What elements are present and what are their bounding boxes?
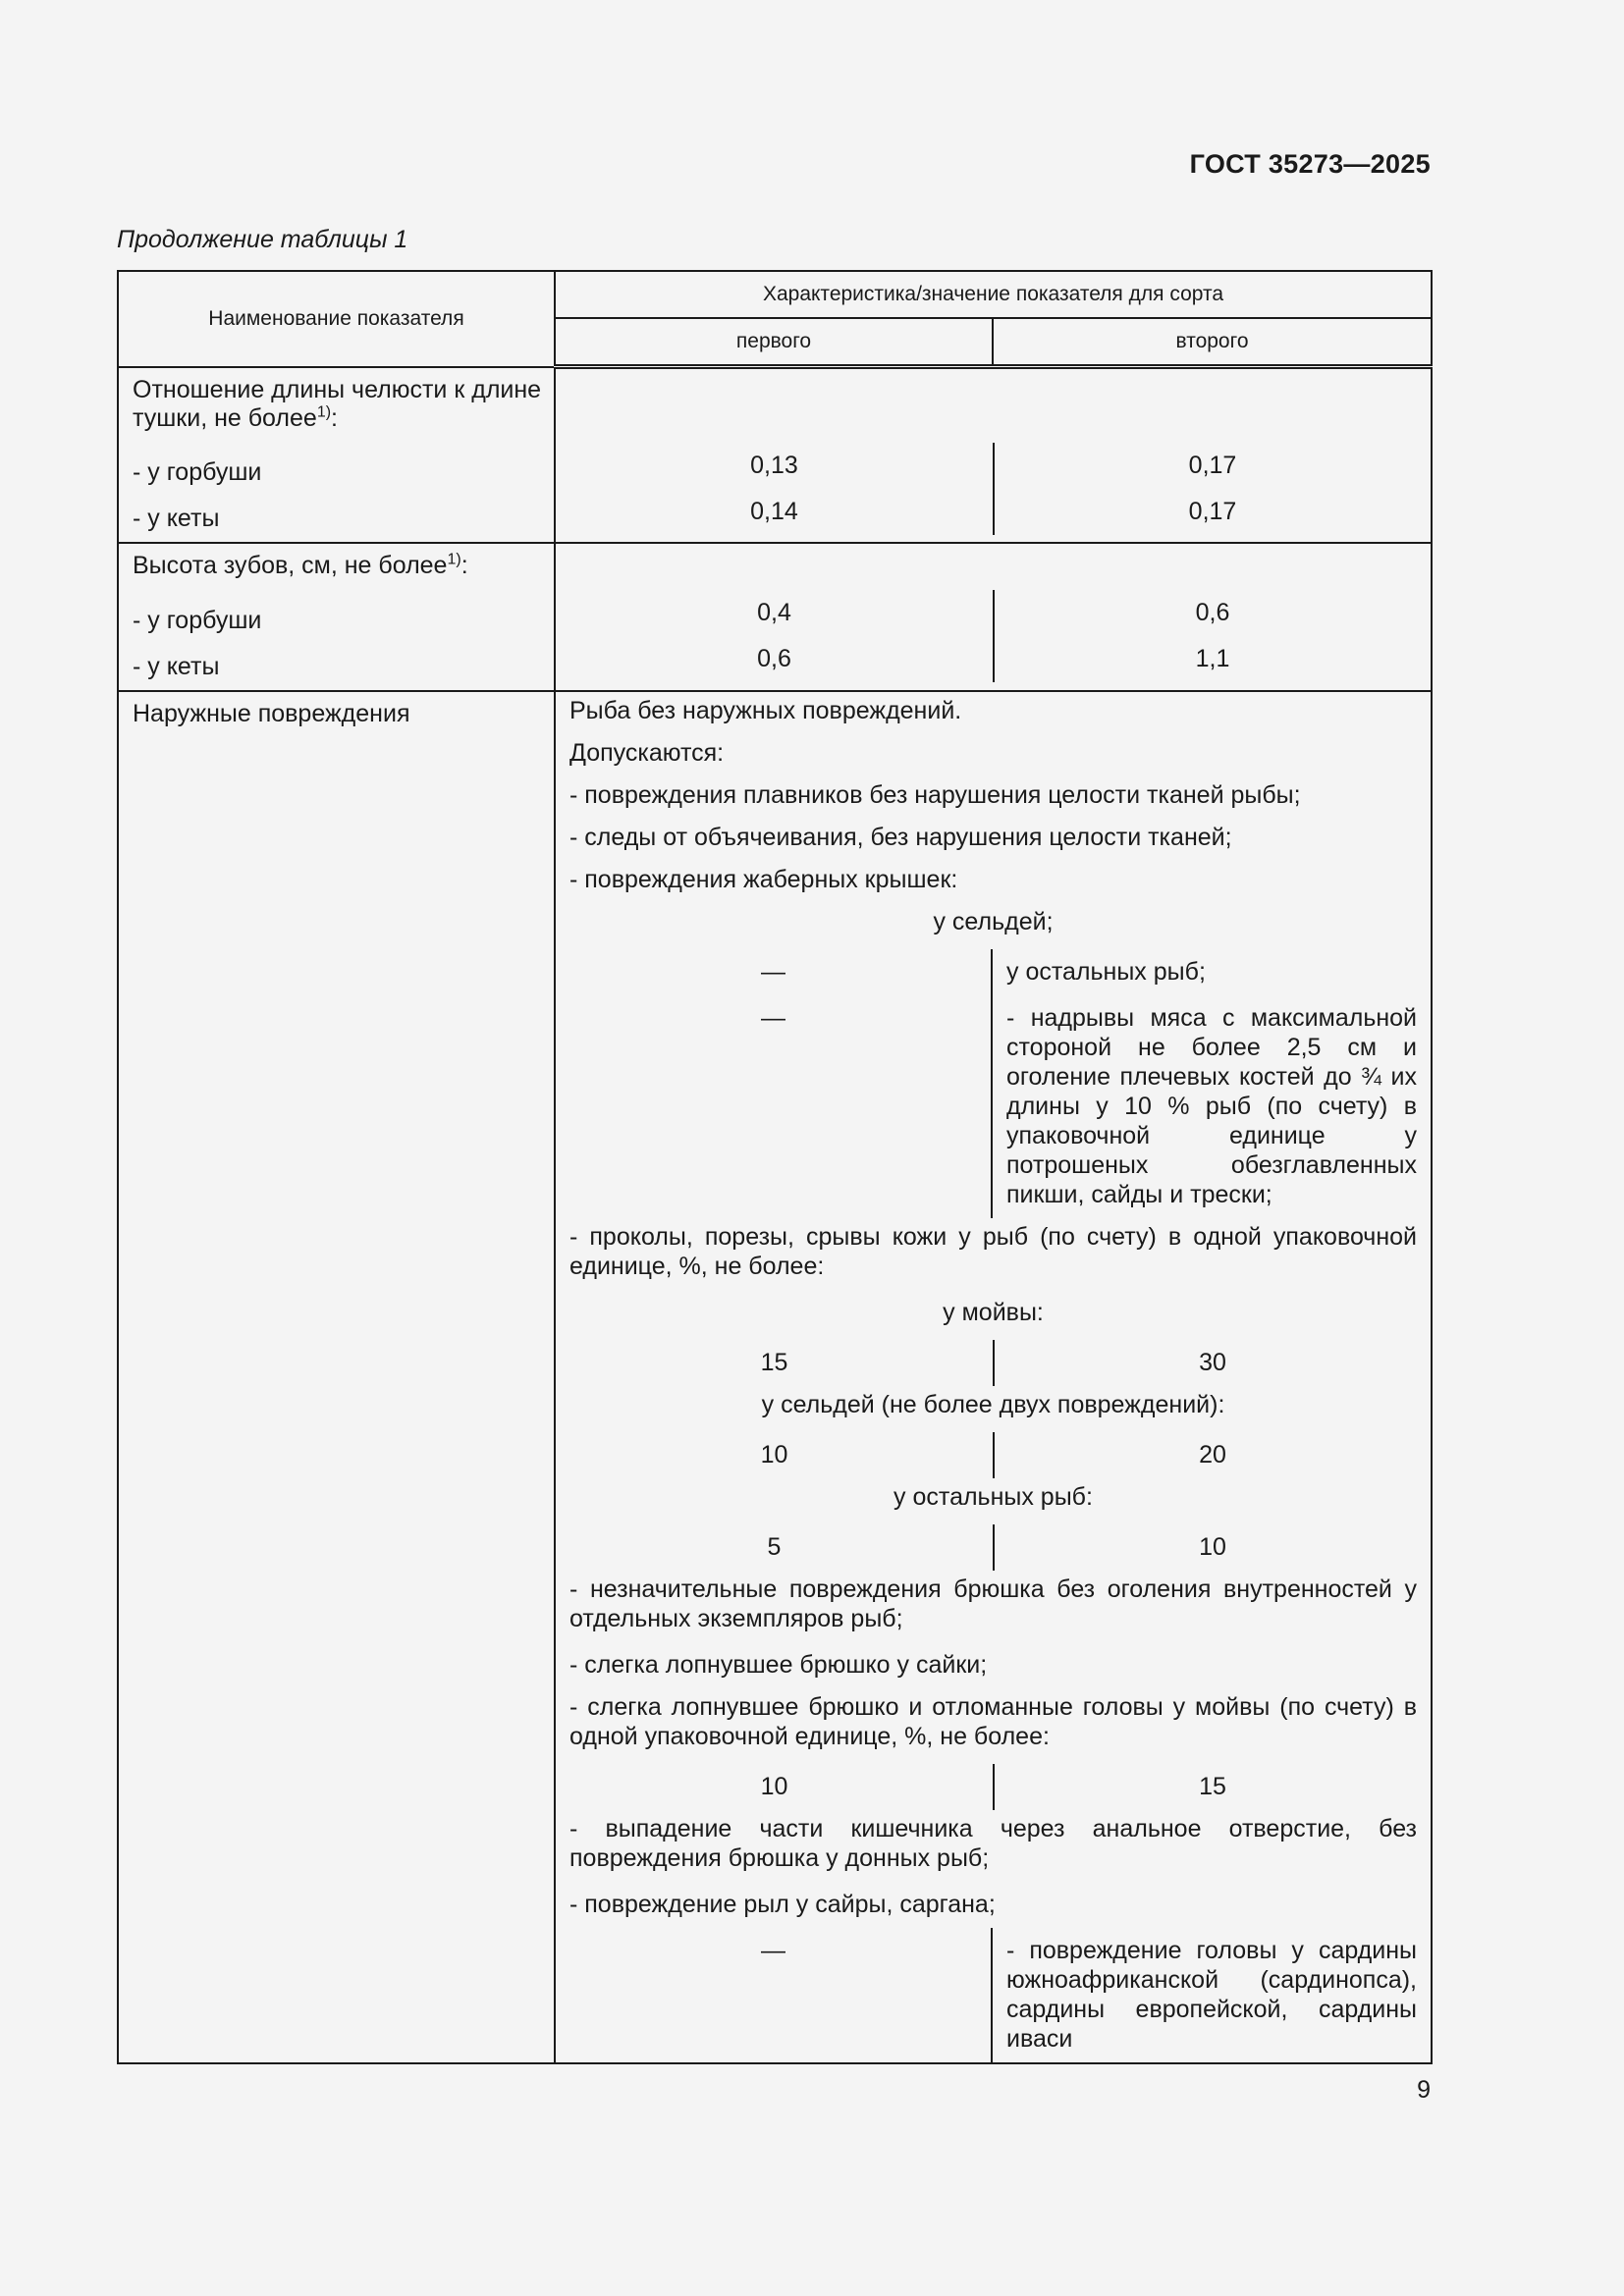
belly-capelin-values: 10 15 [556,1764,1431,1810]
external-damage-details: Рыба без наружных повреждений. Допускаются: - повреждения плавников без нарушения целости тканей рыбы; - следы от объячеивания, без нарушения целости тканей; - повреждения жаберных крышек: у сельдей; — у остальных рыб; — - надрывы мяса с максимальной стороной не более 2,5 см и оголение плечевых костей до ¾ их длины у 10 % рыб (по счету) в упаковочной единице у потрошеных обезглавленных пикши, сайды и трески; - проколы, порезы, срывы кожи у рыб (по счету) в одной упаковочной единице, %, не более: у мойвы: 15 30 у сельдей (не более двух повреждений): 10 20 у остальных рыб: 5 10 - незначительные повреждения брюшка без оголения внутренностей у отдельных экземпляров рыб; - слегка лопнувшее брюшко у сайки; - слегка лопнувшее брюшко и отломанные головы у мойвы (по счету) в одной упаковочной единице, %, не более: 10 15 - выпадение части кишечника через анальное отверстие, без повреждения брюшка у донных рыб; - повреждение рыл у сайры, саргана; — - повреждение головы у сардины южноафриканской (сардинопса), сардины европейской, сардины иваси [555,691,1432,2063]
teeth-values-keta: 0,6 1,1 [556,636,1431,682]
row-external-damage [118,691,1432,2063]
row-teeth-height [118,543,1432,691]
table-caption: Продолжение таблицы 1 [117,226,408,253]
header-indicator-name: Наименование показателя [118,271,555,367]
tears-row: — - надрывы мяса с максимальной стороной не более 2,5 см и оголение плечевых костей до ¾ их длины у 10 % рыб (по счету) в упаковочной единице у потрошеных обезглавленных пикши, сайды и трески; [556,995,1431,1218]
teeth-label-keta: - у кеты [133,652,220,680]
jaw-label-gorbusha: - у горбуши [133,457,262,486]
teeth-values-gorbusha: 0,4 0,6 [556,590,1431,636]
jaw-ratio-name: Отношение длины челюсти к длине тушки, не более$^{1)}$: - у горбуши - у кеты [118,367,555,543]
external-damage-name: Наружные повреждения [133,699,410,727]
gill-others-row: — у остальных рыб; [556,949,1431,995]
jaw-values-keta: 0,14 0,17 [556,489,1431,535]
jaw-label-keta: - у кеты [133,504,220,532]
document-code: ГОСТ 35273—2025 [1189,149,1431,179]
header-grade-first: первого [555,318,993,367]
teeth-label-gorbusha: - у горбуши [133,606,262,634]
row-jaw-ratio [118,367,1432,543]
teeth-height-name: Высота зубов, см, не более$^{1)}$: - у горбуши - у кеты [118,543,555,691]
header-grade-group: Характеристика/значение показателя для сорта [555,271,1432,318]
quality-table [117,270,1433,2064]
others-values: 5 10 [556,1524,1431,1571]
jaw-values-gorbusha: 0,13 0,17 [556,443,1431,489]
herring-values: 10 20 [556,1432,1431,1478]
capelin-values: 15 30 [556,1340,1431,1386]
sardine-row: — - повреждение головы у сардины южноафриканской (сардинопса), сардины европейской, сардины иваси [556,1928,1431,2062]
page-number: 9 [1417,2076,1431,2104]
header-grade-second: второго [993,318,1432,367]
